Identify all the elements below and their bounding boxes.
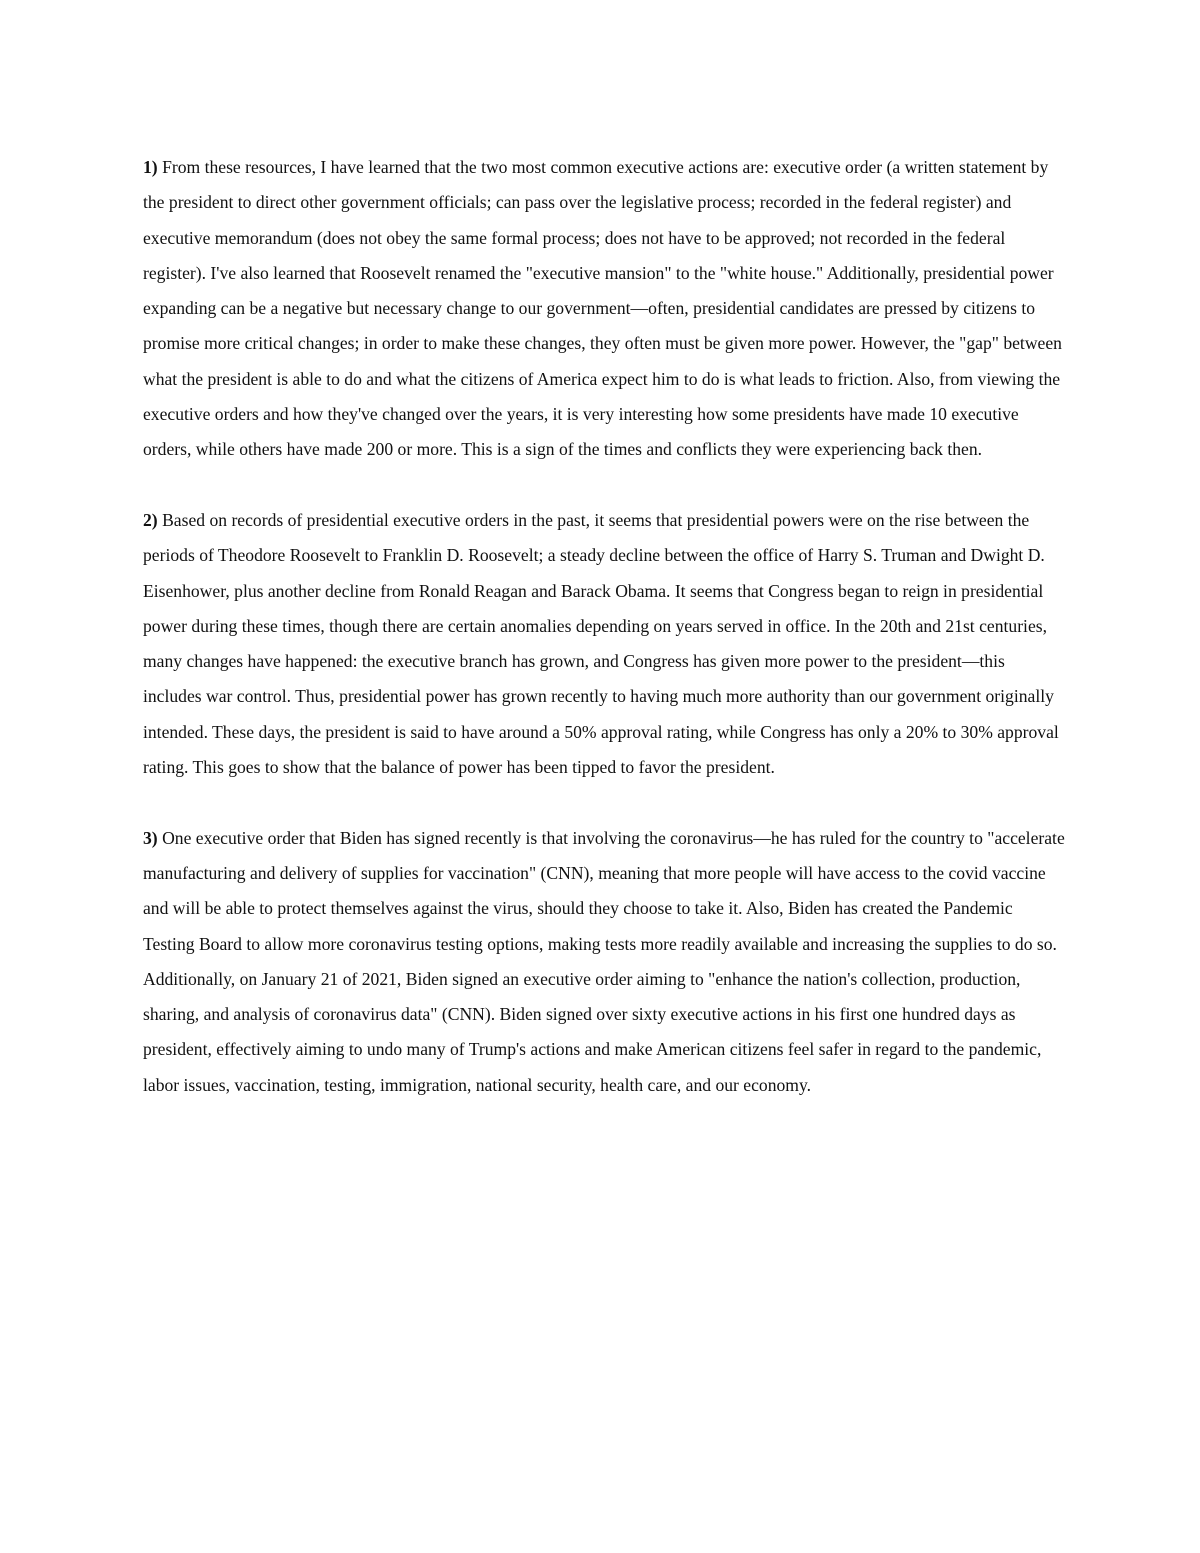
answer-3-text: One executive order that Biden has signed recently is that involving the coronavirus—he has ruled for the country to "accelerate manufacturing and delivery of supplies for vaccination" (CNN), meaning that more people will have access to the covid vaccine and will be able to protect themselves against the virus, should they choose to take it. Also, Biden has created the Pandemic Testing Board to allow more coronavirus testing options, making tests more readily available and increasing the supplies to do so. Additionally, on January 21 of 2021, Biden signed an executive order aiming to "enhance the nation's collection, production, sharing, and analysis of coronavirus data" (CNN). Biden signed over sixty executive actions in his first one hundred days as president, effectively aiming to undo many of Trump's actions and make American citizens feel safer in regard to the pandemic, labor issues, vaccination, testing, immigration, national security, health care, and our economy. (143, 827, 1065, 1095)
answer-3-number: 3) (143, 827, 158, 848)
answer-1-text: From these resources, I have learned that the two most common executive actions are: executive order (a written statement by the president to direct other government officials; can pass over the legislative process; recorded in the federal register) and executive memorandum (does not obey the same formal process; does not have to be approved; not recorded in the federal register). I've also learned that Roosevelt renamed the "executive mansion" to the "white house." Additionally, presidential power expanding can be a negative but necessary change to our government—often, presidential candidates are pressed by citizens to promise more critical changes; in order to make these changes, they often must be given more power. However, the "gap" between what the president is able to do and what the citizens of America expect him to do is what leads to friction. Also, from viewing the executive orders and how they've changed over the years, it is very interesting how some presidents have made 10 executive orders, while others have made 200 or more. This is a sign of the times and conflicts they were experiencing back then. (143, 157, 1062, 460)
answer-2-number: 2) (143, 509, 158, 530)
answer-3-paragraph (143, 821, 1065, 1103)
document-body (143, 150, 1065, 1138)
answer-1-paragraph (143, 150, 1065, 468)
answer-2-paragraph (143, 503, 1065, 785)
answer-1-number: 1) (143, 157, 158, 177)
answer-2-text: Based on records of presidential executive orders in the past, it seems that presidential powers were on the rise between the periods of Theodore Roosevelt to Franklin D. Roosevelt; a steady decline between the office of Harry S. Truman and Dwight D. Eisenhower, plus another decline from Ronald Reagan and Barack Obama. It seems that Congress began to reign in presidential power during these times, though there are certain anomalies depending on years served in office. In the 20th and 21st centuries, many changes have happened: the executive branch has grown, and Congress has given more power to the president—this includes war control. Thus, presidential power has grown recently to having much more authority than our government originally intended. These days, the president is said to have around a 50% approval rating, while Congress has only a 20% to 30% approval rating. This goes to show that the balance of power has been tipped to favor the president. (143, 509, 1059, 778)
